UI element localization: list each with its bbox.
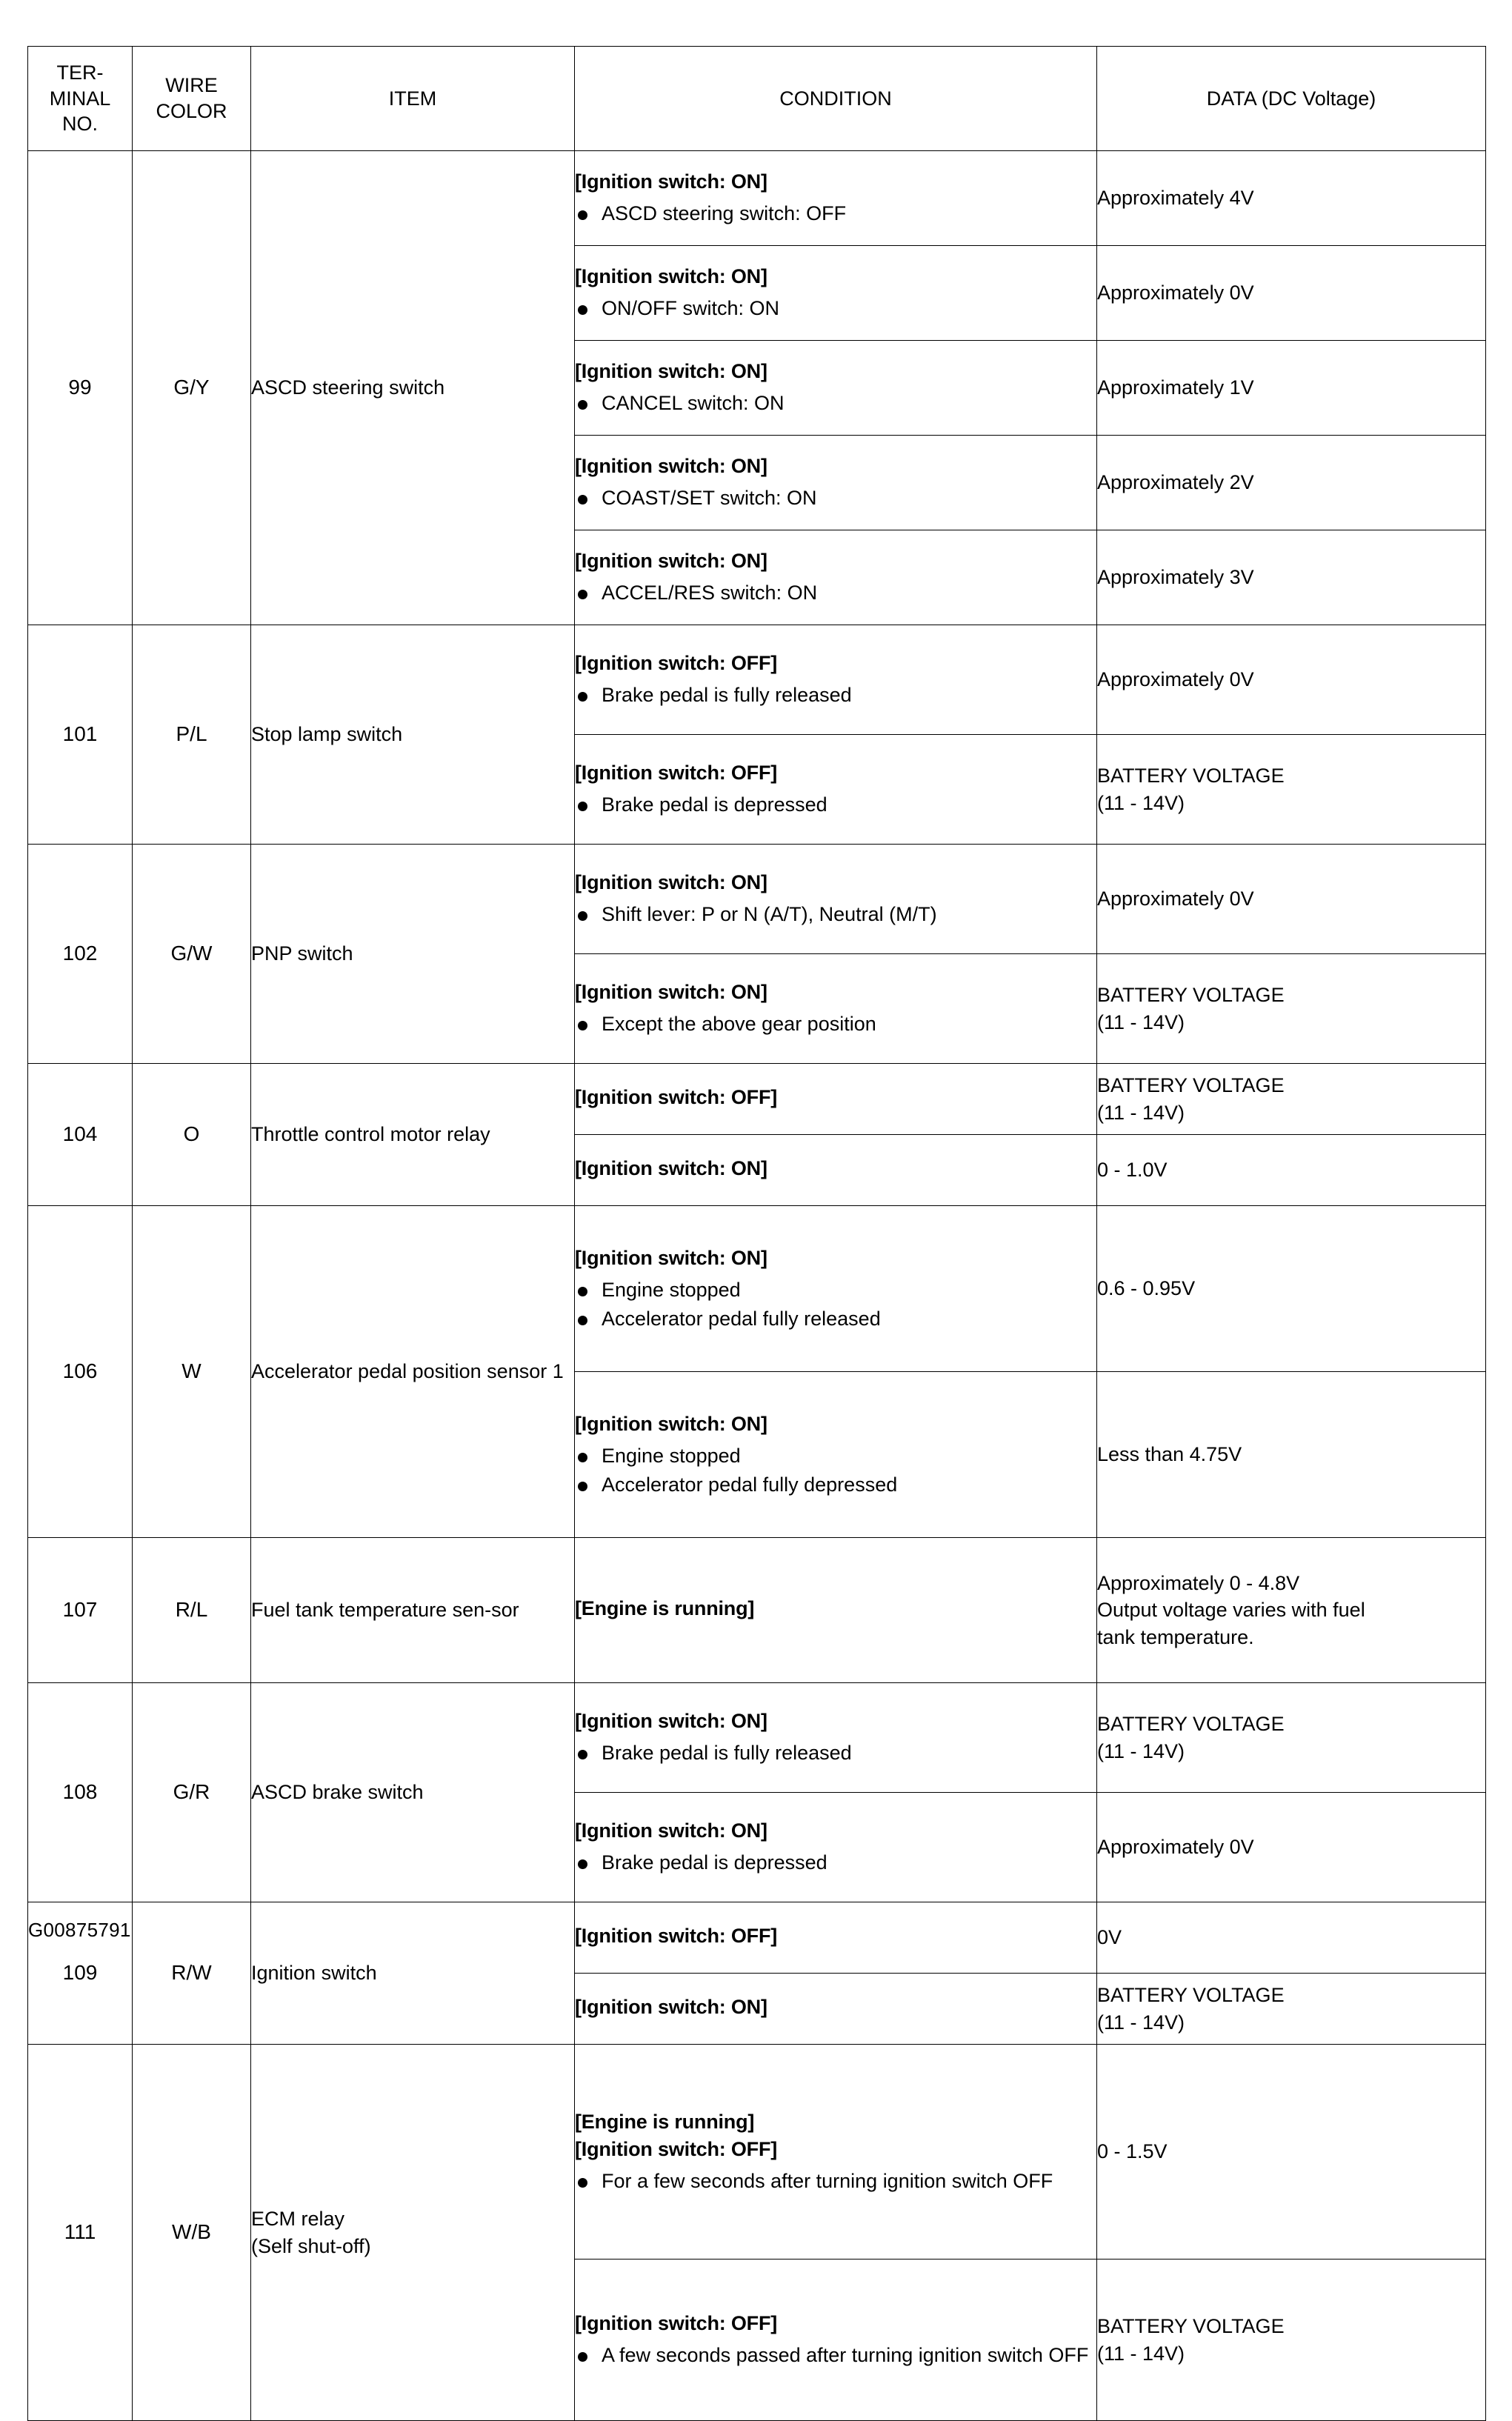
condition-bullet-item: Accelerator pedal fully depressed <box>575 1472 1096 1499</box>
cell-wire-color: G/R <box>133 1683 251 1902</box>
condition-bullet-list <box>575 1277 1096 1332</box>
wire-color-line-2: COLOR <box>156 100 227 122</box>
cell-condition <box>575 2045 1097 2260</box>
condition-bullet-list <box>575 902 1096 928</box>
condition-bullet-list <box>575 485 1096 512</box>
table-body <box>28 151 1486 2421</box>
condition-state-label: [Ignition switch: ON] <box>575 871 767 894</box>
condition-bullet-list <box>575 296 1096 322</box>
cell-item: ASCD brake switch <box>251 1683 575 1902</box>
condition-state-label: [Ignition switch: ON] <box>575 455 767 478</box>
condition-bullet-list <box>575 390 1096 417</box>
item-line: (Self shut-off) <box>251 2234 371 2257</box>
condition-state-label: [Ignition switch: OFF] <box>575 1085 778 1108</box>
table-row <box>28 845 1486 954</box>
cell-condition <box>575 2260 1097 2421</box>
cell-data-voltage <box>1097 1793 1486 1902</box>
cell-condition <box>575 246 1097 341</box>
condition-state-label: [Ignition switch: ON] <box>575 1412 767 1435</box>
cell-item: Ignition switch <box>251 1902 575 2045</box>
condition-bullet-item: COAST/SET switch: ON <box>575 485 1096 512</box>
cell-data-voltage <box>1097 1683 1486 1793</box>
cell-data-voltage <box>1097 1902 1486 1974</box>
data-value-line: (11 - 14V) <box>1097 2342 1185 2365</box>
condition-bullet-item: CANCEL switch: ON <box>575 390 1096 417</box>
cell-item: Accelerator pedal position sensor 1 <box>251 1206 575 1538</box>
condition-bullet-item: Brake pedal is depressed <box>575 792 1096 819</box>
data-value-line: (11 - 14V) <box>1097 2011 1185 2034</box>
cell-wire-color: P/L <box>133 625 251 845</box>
cell-data-voltage <box>1097 735 1486 845</box>
cell-condition <box>575 436 1097 530</box>
cell-item: Stop lamp switch <box>251 625 575 845</box>
table-row <box>28 625 1486 735</box>
cell-data-voltage <box>1097 341 1486 436</box>
data-value-line: BATTERY VOLTAGE <box>1097 1984 1285 2007</box>
condition-bullet-item: Brake pedal is fully released <box>575 682 1096 709</box>
condition-bullet-item: Brake pedal is depressed <box>575 1850 1096 1876</box>
column-header-terminal-no <box>28 47 133 151</box>
cell-data-voltage <box>1097 625 1486 735</box>
cell-item: PNP switch <box>251 845 575 1064</box>
cell-data-voltage <box>1097 246 1486 341</box>
table-row <box>28 1064 1486 1135</box>
cell-data-voltage <box>1097 954 1486 1064</box>
table-row <box>28 1538 1486 1683</box>
data-value-line: Approximately 0 - 4.8V <box>1097 1572 1300 1595</box>
cell-data-voltage <box>1097 1135 1486 1206</box>
data-value-line: Approximately 4V <box>1097 187 1254 210</box>
data-value-line: BATTERY VOLTAGE <box>1097 1074 1285 1097</box>
wire-color-line-1: WIRE <box>165 74 218 97</box>
condition-state-label: [Ignition switch: ON] <box>575 1246 767 1269</box>
cell-data-voltage <box>1097 2260 1486 2421</box>
ecm-terminal-table-container <box>27 46 1485 2421</box>
table-row <box>28 2045 1486 2260</box>
cell-data-voltage <box>1097 1064 1486 1135</box>
cell-data-voltage <box>1097 2045 1486 2260</box>
table-header-row <box>28 47 1486 151</box>
column-header-item: ITEM <box>251 47 575 151</box>
data-value-line: BATTERY VOLTAGE <box>1097 984 1285 1007</box>
data-value-line: Approximately 2V <box>1097 471 1254 494</box>
condition-bullet-item: Except the above gear position <box>575 1011 1096 1038</box>
ecm-terminal-value-table <box>27 46 1486 2421</box>
data-value-line: (11 - 14V) <box>1097 1010 1185 1033</box>
terminal-no-line-2: MINAL <box>49 87 111 110</box>
cell-item: Fuel tank temperature sen-⁠sor <box>251 1538 575 1683</box>
data-value-line: 0 - 1.5V <box>1097 2140 1168 2163</box>
cell-data-voltage <box>1097 1538 1486 1683</box>
cell-wire-color: W <box>133 1206 251 1538</box>
cell-condition <box>575 1064 1097 1135</box>
terminal-no-line-1: TER- <box>56 61 104 84</box>
cell-wire-color: G/W <box>133 845 251 1064</box>
data-value-line: BATTERY VOLTAGE <box>1097 1713 1285 1736</box>
data-value-line: Less than 4.75V <box>1097 1443 1242 1466</box>
cell-data-voltage <box>1097 1974 1486 2045</box>
condition-state-label: [Ignition switch: OFF] <box>575 2312 778 2335</box>
condition-state-label: [Ignition switch: ON] <box>575 981 767 1004</box>
cell-terminal-no: 101 <box>28 625 133 845</box>
cell-condition <box>575 954 1097 1064</box>
table-row <box>28 1683 1486 1793</box>
condition-state-label: [Ignition switch: ON] <box>575 170 767 193</box>
condition-state-label: [Engine is running] <box>575 2110 755 2133</box>
cell-terminal-no: 106 <box>28 1206 133 1538</box>
condition-bullet-list <box>575 792 1096 819</box>
condition-bullet-list <box>575 2342 1096 2369</box>
data-value-line: (11 - 14V) <box>1097 1101 1185 1124</box>
cell-terminal-no: 104 <box>28 1064 133 1206</box>
cell-condition <box>575 151 1097 246</box>
condition-bullet-item: For a few seconds after turning ignition switch OFF <box>575 2168 1096 2195</box>
condition-bullet-list <box>575 1443 1096 1498</box>
cell-item: ASCD steering switch <box>251 151 575 625</box>
condition-bullet-item: ON/OFF switch: ON <box>575 296 1096 322</box>
cell-terminal-no: 102 <box>28 845 133 1064</box>
column-header-data: DATA (DC Voltage) <box>1097 47 1486 151</box>
condition-bullet-list <box>575 201 1096 227</box>
condition-state-label: [Ignition switch: ON] <box>575 1156 767 1179</box>
cell-wire-color: R/W <box>133 1902 251 2045</box>
cell-item: Throttle control motor relay <box>251 1064 575 1206</box>
cell-wire-color: G/Y <box>133 151 251 625</box>
condition-bullet-list <box>575 1011 1096 1038</box>
condition-state-label: [Ignition switch: OFF] <box>575 1924 778 1947</box>
cell-terminal-no: 108 <box>28 1683 133 1902</box>
cell-wire-color: W/B <box>133 2045 251 2421</box>
condition-bullet-item: A few seconds passed after turning ignition switch OFF <box>575 2342 1096 2369</box>
condition-bullet-item: ASCD steering switch: OFF <box>575 201 1096 227</box>
data-value-line: Output voltage varies with fuel <box>1097 1599 1365 1622</box>
condition-bullet-item: ACCEL/RES switch: ON <box>575 580 1096 607</box>
condition-bullet-list <box>575 580 1096 607</box>
data-value-line: BATTERY VOLTAGE <box>1097 765 1285 787</box>
column-header-condition: CONDITION <box>575 47 1097 151</box>
condition-state-label: [Ignition switch: ON] <box>575 1995 767 2018</box>
table-row <box>28 151 1486 246</box>
condition-state-label: [Ignition switch: OFF] <box>575 652 778 675</box>
data-value-line: (11 - 14V) <box>1097 791 1185 814</box>
condition-bullet-item: Engine stopped <box>575 1443 1096 1470</box>
cell-condition <box>575 1538 1097 1683</box>
cell-data-voltage <box>1097 436 1486 530</box>
data-value-line: 0 - 1.0V <box>1097 1159 1168 1182</box>
item-line: ECM relay <box>251 2207 345 2230</box>
data-value-line: Approximately 1V <box>1097 376 1254 399</box>
cell-data-voltage <box>1097 1206 1486 1372</box>
condition-state-label: [Ignition switch: ON] <box>575 360 767 383</box>
condition-bullet-item: Brake pedal is fully released <box>575 1740 1096 1767</box>
data-value-line: BATTERY VOLTAGE <box>1097 2315 1285 2338</box>
condition-state-label: [Ignition switch: ON] <box>575 1710 767 1733</box>
condition-bullet-list <box>575 1850 1096 1876</box>
condition-state-label: [Engine is running] <box>575 1596 755 1619</box>
data-value-line: Approximately 0V <box>1097 1836 1254 1859</box>
condition-state-label: [Ignition switch: OFF] <box>575 762 778 785</box>
column-header-wire-color <box>133 47 251 151</box>
condition-bullet-item: Shift lever: P or N (A/T), Neutral (M/T) <box>575 902 1096 928</box>
data-value-line: Approximately 3V <box>1097 566 1254 589</box>
cell-item <box>251 2045 575 2421</box>
data-value-line: 0V <box>1097 1926 1122 1949</box>
data-value-line: (11 - 14V) <box>1097 1739 1185 1762</box>
cell-condition <box>575 1135 1097 1206</box>
cell-wire-color: O <box>133 1064 251 1206</box>
cell-condition <box>575 1793 1097 1902</box>
figure-reference-code: G00875791 <box>28 1919 131 1941</box>
data-value-line: Approximately 0V <box>1097 282 1254 304</box>
cell-condition <box>575 341 1097 436</box>
cell-terminal-no: 111 <box>28 2045 133 2421</box>
table-header <box>28 47 1486 151</box>
cell-data-voltage <box>1097 1372 1486 1538</box>
data-value-line: Approximately 0V <box>1097 668 1254 691</box>
data-value-line: Approximately 0V <box>1097 888 1254 910</box>
cell-condition <box>575 1683 1097 1793</box>
cell-condition <box>575 1372 1097 1538</box>
condition-state-label: [Ignition switch: ON] <box>575 265 767 288</box>
cell-terminal-no: 109 <box>28 1902 133 2045</box>
cell-data-voltage <box>1097 151 1486 246</box>
condition-state-label: [Ignition switch: OFF] <box>575 2137 778 2160</box>
table-row <box>28 1902 1486 1974</box>
condition-bullet-list <box>575 1740 1096 1767</box>
condition-bullet-item: Accelerator pedal fully released <box>575 1306 1096 1333</box>
cell-data-voltage <box>1097 845 1486 954</box>
terminal-no-line-3: NO. <box>61 113 98 136</box>
data-value-line: tank temperature. <box>1097 1625 1254 1648</box>
data-value-line: 0.6 - 0.95V <box>1097 1277 1196 1300</box>
condition-bullet-list <box>575 682 1096 709</box>
cell-condition <box>575 1206 1097 1372</box>
condition-state-label: [Ignition switch: ON] <box>575 1819 767 1842</box>
cell-condition <box>575 1902 1097 1974</box>
condition-bullet-list <box>575 2168 1096 2195</box>
cell-data-voltage <box>1097 530 1486 625</box>
cell-terminal-no: 99 <box>28 151 133 625</box>
cell-wire-color: R/L <box>133 1538 251 1683</box>
cell-condition <box>575 625 1097 735</box>
cell-condition <box>575 735 1097 845</box>
cell-terminal-no: 107 <box>28 1538 133 1683</box>
condition-bullet-item: Engine stopped <box>575 1277 1096 1304</box>
condition-state-label: [Ignition switch: ON] <box>575 550 767 573</box>
table-row <box>28 1206 1486 1372</box>
cell-condition <box>575 1974 1097 2045</box>
cell-condition <box>575 530 1097 625</box>
cell-condition <box>575 845 1097 954</box>
